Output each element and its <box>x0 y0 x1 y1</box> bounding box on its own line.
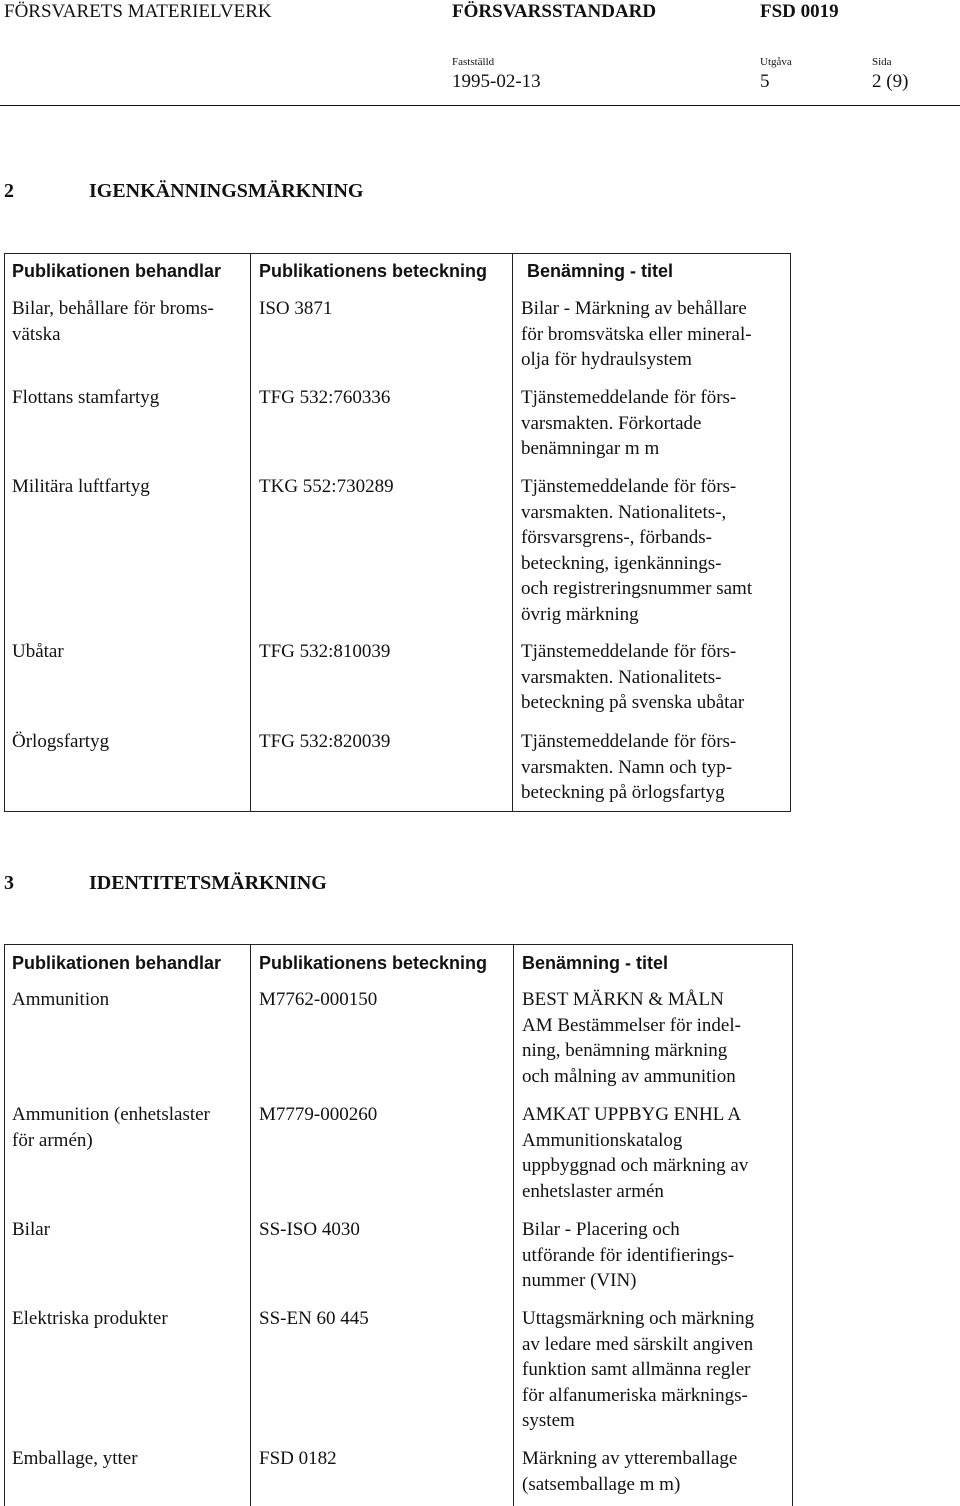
column-header-title: Benämning - titel <box>522 953 669 973</box>
column-divider <box>250 254 251 811</box>
header-divider <box>0 105 960 106</box>
table-row-title: AMKAT UPPBYG ENHL A Ammunitionskatalog uppbyggnad och märkning av enhetslaster armén <box>522 1104 749 1202</box>
table-row-designation: TFG 532:810039 <box>259 641 391 662</box>
section-2-title: IGENKÄNNINGSMÄRKNING <box>89 180 364 202</box>
table-row-designation: M7762-000150 <box>259 989 378 1010</box>
table-row-subject: Emballage, ytter <box>12 1448 138 1469</box>
page-label: Sida <box>872 56 892 68</box>
table-row-subject: Militära luftfartyg <box>12 476 150 497</box>
table-row-designation: SS-ISO 4030 <box>259 1219 360 1240</box>
table-row-subject: Elektriska produkter <box>12 1308 168 1329</box>
organization-name: FÖRSVARETS MATERIELVERK <box>4 1 272 22</box>
table-row-title: Uttagsmärkning och märkning av ledare med särskilt angiven funktion samt allmänna regler för alfanumeriska märknings- system <box>522 1308 755 1432</box>
table-row-title: BEST MÄRKN & MÅLN AM Bestämmelser för indel- ning, benämning märkning och målning av ammunition <box>522 989 741 1087</box>
table-row-title: Tjänstemeddelande för förs- varsmakten. Namn och typ- beteckning på örlogsfartyg <box>521 731 737 804</box>
column-divider <box>513 945 514 1506</box>
established-date: 1995-02-13 <box>452 71 541 92</box>
table-row-title: Bilar - Placering och utförande för identifierings- nummer (VIN) <box>522 1219 735 1292</box>
identity-marking-table <box>4 944 793 1506</box>
column-header-designation: Publikationens beteckning <box>259 953 488 973</box>
table-row-designation: ISO 3871 <box>259 298 333 319</box>
table-row-designation: M7779-000260 <box>259 1104 378 1125</box>
table-row-subject: Bilar, behållare för broms- vätska <box>12 298 214 345</box>
column-divider <box>512 254 513 811</box>
table-row-designation: TFG 532:760336 <box>259 387 391 408</box>
table-row-title: Tjänstemeddelande för förs- varsmakten. Nationalitets-, försvarsgrens-, förbands- beteckning, igenkännings- och registreringsnummer samt övrig märkning <box>521 476 753 625</box>
table-row-designation: FSD 0182 <box>259 1448 337 1469</box>
column-header-designation: Publikationens beteckning <box>259 261 488 281</box>
edition-label: Utgåva <box>760 56 792 68</box>
recognition-marking-table <box>4 253 791 812</box>
established-label: Fastställd <box>452 56 495 68</box>
document-type: FÖRSVARSSTANDARD <box>452 1 657 22</box>
section-3-title: IDENTITETSMÄRKNING <box>89 872 327 894</box>
table-row-designation: TKG 552:730289 <box>259 476 394 497</box>
table-row-title: Bilar - Märkning av behållare för bromsvätska eller mineral- olja för hydraulsystem <box>521 298 752 371</box>
table-row-title: Tjänstemeddelande för förs- varsmakten. Förkortade benämningar m m <box>521 387 737 460</box>
page-number: 2 (9) <box>872 71 909 92</box>
table-row-subject: Ubåtar <box>12 641 64 662</box>
table-row-subject: Flottans stamfartyg <box>12 387 160 408</box>
table-row-title: Märkning av ytteremballage (satsemballage m m) <box>522 1448 738 1495</box>
table-row-subject: Bilar <box>12 1219 50 1240</box>
table-row-title: Tjänstemeddelande för förs- varsmakten. Nationalitets- beteckning på svenska ubåtar <box>521 641 745 714</box>
column-header-subject: Publikationen behandlar <box>12 261 222 281</box>
table-row-designation: SS-EN 60 445 <box>259 1308 369 1329</box>
column-divider <box>250 945 251 1506</box>
column-header-subject: Publikationen behandlar <box>12 953 222 973</box>
table-row-subject: Ammunition <box>12 989 110 1010</box>
document-id: FSD 0019 <box>760 1 839 22</box>
table-row-subject: Örlogsfartyg <box>12 731 110 752</box>
table-row-subject: Ammunition (enhetslaster för armén) <box>12 1104 210 1151</box>
section-2-number: 2 <box>4 180 14 202</box>
column-header-title: Benämning - titel <box>527 261 674 281</box>
table-row-designation: TFG 532:820039 <box>259 731 391 752</box>
edition-number: 5 <box>760 71 770 92</box>
section-3-number: 3 <box>4 872 14 894</box>
